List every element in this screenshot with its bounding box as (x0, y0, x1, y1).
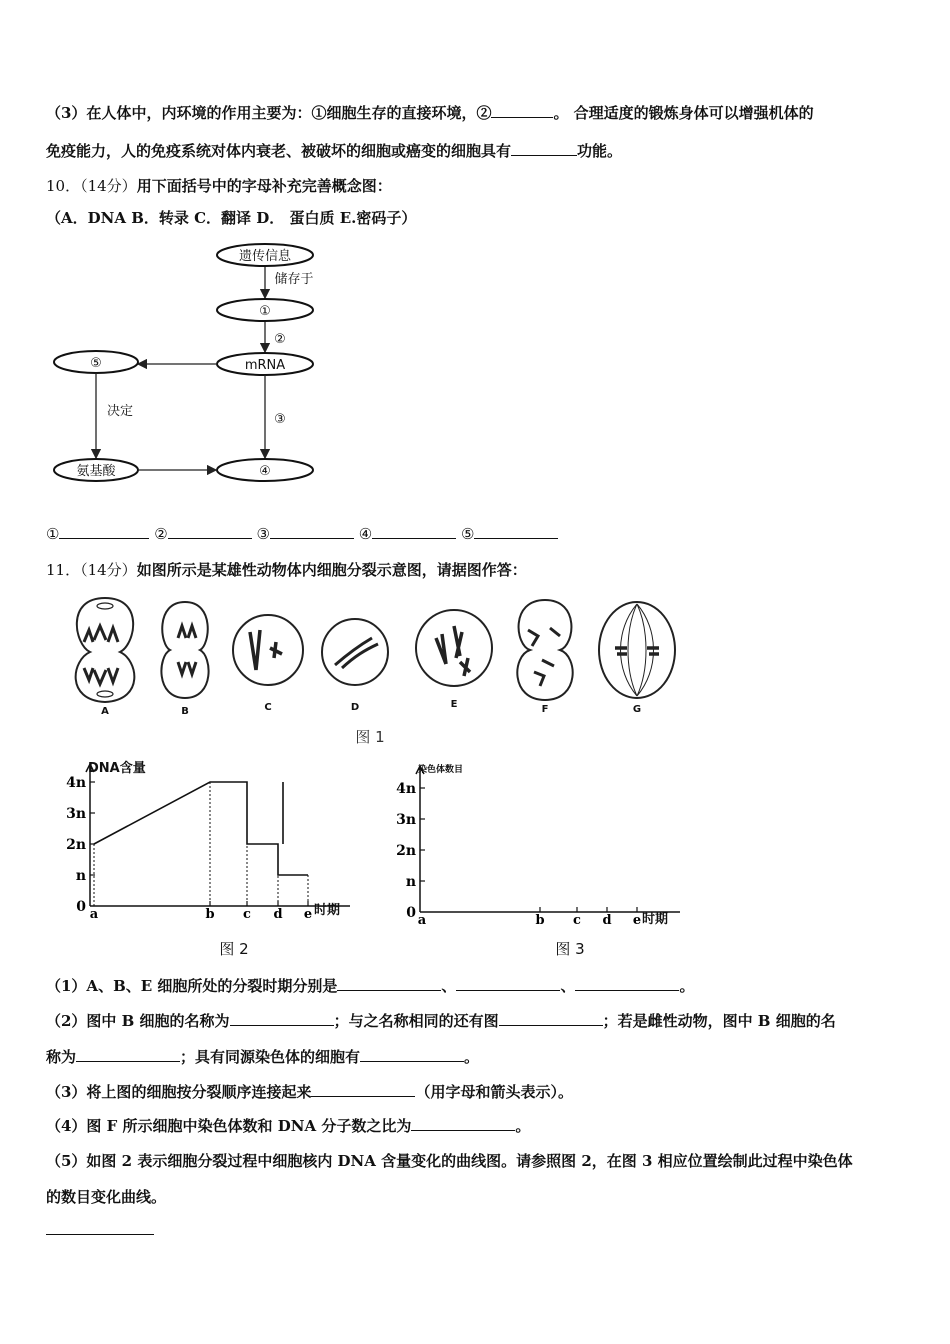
q9-text: 免疫能力，人的免疫系统对体内衰老、被破坏的细胞或癌变的细胞具有 (46, 142, 512, 160)
cell-label-A: A (101, 706, 109, 717)
figure-3-chromosome-chart (392, 752, 692, 962)
edge-3-label: ③ (274, 412, 286, 427)
q11-text: （3）将上图的细胞按分裂顺序连接起来 (46, 1083, 312, 1101)
question-number: 10． (46, 177, 81, 195)
cell-label-F: F (541, 704, 549, 715)
fig2-y-tick-label: 0 (76, 899, 86, 915)
q11-text: （4）图 F 所示细胞中染色体数和 DNA 分子数之比为 (46, 1117, 412, 1135)
fig3-x-tick-label: d (602, 913, 612, 928)
q11-text: ；若是雌性动物，图中 B 细胞的名 (602, 1012, 836, 1030)
fig3-title: 染色体数目 (418, 765, 464, 775)
fig3-x-tick-label: e (632, 913, 642, 928)
answer-label: ③ (256, 525, 270, 543)
figure-1-cells (50, 590, 690, 750)
dna-content-line (94, 782, 308, 875)
q9-part3-line1 (46, 102, 814, 123)
q11-text: 、 (441, 977, 457, 995)
answer-label: ⑤ (460, 525, 475, 543)
figure-2-dna-chart (50, 752, 370, 962)
q11-text: 称为 (46, 1048, 77, 1066)
cell-A (76, 598, 135, 702)
answer-blank[interactable] (230, 1011, 334, 1026)
concept-map (46, 238, 336, 488)
node-amino-acid-label: 氨基酸 (76, 464, 116, 479)
answer-blank[interactable] (270, 524, 354, 539)
answer-blank[interactable] (491, 103, 553, 118)
cell-label-B: B (181, 706, 189, 717)
question-score: （14分） (80, 177, 137, 195)
answer-blank[interactable] (575, 976, 679, 991)
figure-1-caption: 图 1 (355, 728, 385, 746)
answer-blank[interactable] (474, 524, 558, 539)
q11-part5-line1: （5）如图 2 表示细胞分裂过程中细胞核内 DNA 含量变化的曲线图。请参照图 2，在图 3 相应位置绘制此过程中染色体 (46, 1152, 853, 1170)
node-1-label: ① (259, 304, 271, 319)
fig3-y-tick-label: 2n (396, 843, 416, 859)
cell-F (517, 600, 572, 700)
answer-blank[interactable] (499, 1011, 603, 1026)
q10-heading (46, 175, 392, 196)
edge-2-label: ② (274, 332, 286, 347)
fig2-caption: 图 2 (219, 940, 249, 958)
fig3-y-tick-label: 0 (406, 905, 416, 921)
q10-options: （A．DNA B．转录 C．翻译 D． 蛋白质 E.密码子） (46, 209, 417, 227)
fig3-caption: 图 3 (555, 940, 585, 958)
answer-blank[interactable] (372, 524, 456, 539)
q9-part3-line2 (46, 140, 622, 161)
answer-blank[interactable] (311, 1082, 415, 1097)
fig2-y-tick-label: n (75, 868, 86, 884)
fig2-title: DNA含量 (88, 761, 146, 776)
q11-part5-line2: 的数目变化曲线。 (46, 1188, 167, 1206)
q11-part1 (46, 975, 694, 996)
answer-blank[interactable] (360, 1047, 464, 1062)
q11-part2-line1 (46, 1010, 836, 1031)
fig2-x-tick-label: d (273, 907, 283, 922)
fig2-x-tick-label: c (243, 907, 251, 922)
answer-label: ④ (358, 525, 373, 543)
fig2-y-tick-label: 3n (66, 806, 86, 822)
fig3-x-tick-label: c (573, 913, 581, 928)
answer-blank[interactable] (76, 1047, 180, 1062)
q10-answer-row (46, 524, 558, 543)
q11-text: 。 (464, 1048, 480, 1066)
node-mrna-label: mRNA (244, 358, 286, 373)
q11-text: 、 (560, 977, 576, 995)
q11-part4 (46, 1115, 530, 1136)
cell-label-C: C (264, 702, 272, 713)
cell-label-G: G (632, 704, 642, 715)
q11-heading (46, 559, 527, 580)
answer-blank[interactable] (46, 1220, 154, 1235)
fig3-x-tick-label: a (417, 913, 427, 928)
node-genetic-info-label: 遗传信息 (238, 249, 292, 264)
answer-blank[interactable] (411, 1116, 515, 1131)
cell-label-D: D (350, 702, 360, 713)
answer-blank[interactable] (511, 141, 577, 156)
q11-text: ；与之名称相同的还有图 (333, 1012, 499, 1030)
cell-B (161, 602, 208, 698)
answer-blank[interactable] (337, 976, 441, 991)
fig2-x-label: 时期 (314, 903, 341, 918)
cell-C (233, 615, 303, 685)
cell-D (322, 619, 388, 685)
edge-stored-in-label: 储存于 (274, 272, 314, 287)
edge-decide-label: 决定 (106, 404, 134, 419)
question-number: 11． (46, 561, 81, 579)
q11-text: 。 (515, 1117, 531, 1135)
fig2-y-tick-label: 2n (66, 837, 86, 853)
question-stem: 如图所示是某雄性动物体内细胞分裂示意图，请据图作答： (136, 561, 527, 579)
cell-G (599, 602, 675, 698)
q11-part3 (46, 1081, 573, 1102)
q9-text: 功能。 (577, 142, 623, 160)
answer-label: ② (154, 525, 168, 543)
q9-text: （3）在人体中，内环境的作用主要为：①细胞生存的直接环境，② (46, 104, 492, 122)
fig3-x-tick-label: b (535, 913, 545, 928)
cell-label-E: E (450, 699, 458, 710)
question-stem: 用下面括号中的字母补充完善概念图： (136, 177, 392, 195)
q9-text: 。 合理适度的锻炼身体可以增强机体的 (553, 104, 814, 122)
answer-blank[interactable] (456, 976, 560, 991)
q11-text: （1）A、B、E 细胞所处的分裂时期分别是 (46, 977, 338, 995)
fig3-y-tick-label: n (405, 874, 416, 890)
cell-E (416, 610, 492, 686)
fig2-x-tick-label: a (89, 907, 99, 922)
fig3-y-tick-label: 3n (396, 812, 416, 828)
node-5-label: ⑤ (90, 356, 102, 371)
fig2-y-tick-label: 4n (66, 775, 86, 791)
question-score: （14分） (80, 561, 137, 579)
q11-text: ；具有同源染色体的细胞有 (180, 1048, 361, 1066)
node-4-label: ④ (259, 464, 271, 479)
q11-text: （2）图中 B 细胞的名称为 (46, 1012, 230, 1030)
fig3-y-tick-label: 4n (396, 781, 416, 797)
fig2-x-tick-label: b (205, 907, 215, 922)
answer-blank[interactable] (168, 524, 252, 539)
q11-text: （用字母和箭头表示）。 (415, 1083, 573, 1101)
q11-part2-line2 (46, 1046, 479, 1067)
fig3-x-label: 时期 (642, 912, 669, 927)
answer-label: ① (46, 525, 60, 543)
answer-blank[interactable] (59, 524, 149, 539)
q11-text: 。 (679, 977, 695, 995)
fig2-x-tick-label: e (303, 907, 313, 922)
q11-part5-answer (46, 1220, 154, 1239)
